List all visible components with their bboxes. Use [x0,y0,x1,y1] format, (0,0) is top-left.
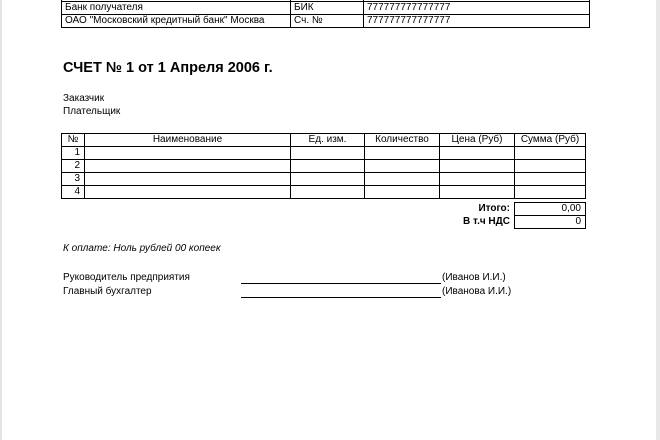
recipient-bank-label: Банк получателя [62,2,291,15]
item-name [85,173,291,186]
column-header-quantity: Количество [365,134,440,147]
payer-label: Плательщик [63,106,121,117]
column-header-no: № [62,134,85,147]
item-name [85,147,291,160]
vat-row [380,216,586,229]
signature-role: Главный бухгалтер [63,286,152,297]
customer-label: Заказчик [63,93,105,104]
bank-details-row [62,2,590,15]
total-label: Итого: [478,203,510,214]
row-number: 3 [62,173,85,186]
item-price [440,147,515,160]
signature-name: (Иванова И.И.) [442,286,512,297]
item-quantity [365,160,440,173]
account-label: Сч. № [291,15,364,28]
signature-row-director [63,272,533,286]
vat-value: 0 [515,216,586,229]
item-unit [291,186,365,199]
item-name [85,160,291,173]
page-left-edge [0,0,2,440]
item-sum [515,147,586,160]
column-header-name: Наименование [85,134,291,147]
total-row [380,203,586,216]
bik-label: БИК [291,2,364,15]
signature-role: Руководитель предприятия [63,272,190,283]
item-price [440,186,515,199]
account-value: 777777777777777 [364,15,590,28]
item-price [440,160,515,173]
signature-row-accountant [63,286,533,300]
invoice-title: СЧЕТ № 1 от 1 Апреля 2006 г. [63,60,273,76]
item-sum [515,186,586,199]
bik-value: 777777777777777 [364,2,590,15]
item-sum [515,160,586,173]
amount-in-words: К оплате: Ноль рублей 00 копеек [63,243,221,254]
page-right-edge [656,0,660,440]
item-name [85,186,291,199]
table-row [62,160,586,173]
item-unit [291,160,365,173]
bank-details-table [61,0,590,28]
item-quantity [365,147,440,160]
total-value: 0,00 [515,203,586,216]
signature-line [241,297,441,298]
bank-details-row [62,15,590,28]
row-number: 4 [62,186,85,199]
items-table [61,133,586,199]
totals-table [380,202,586,229]
table-row [62,147,586,160]
row-number: 2 [62,160,85,173]
item-quantity [365,186,440,199]
table-row [62,173,586,186]
signature-name: (Иванов И.И.) [442,272,506,283]
item-price [440,173,515,186]
column-header-price: Цена (Руб) [440,134,515,147]
column-header-sum: Сумма (Руб) [515,134,586,147]
item-quantity [365,173,440,186]
item-unit [291,147,365,160]
table-row [62,186,586,199]
item-sum [515,173,586,186]
vat-label: В т.ч НДС [463,216,510,227]
item-unit [291,173,365,186]
items-table-header [62,134,586,147]
row-number: 1 [62,147,85,160]
column-header-unit: Ед. изм. [291,134,365,147]
bank-name: ОАО "Московский кредитный банк" Москва [62,15,291,28]
signature-line [241,283,441,284]
